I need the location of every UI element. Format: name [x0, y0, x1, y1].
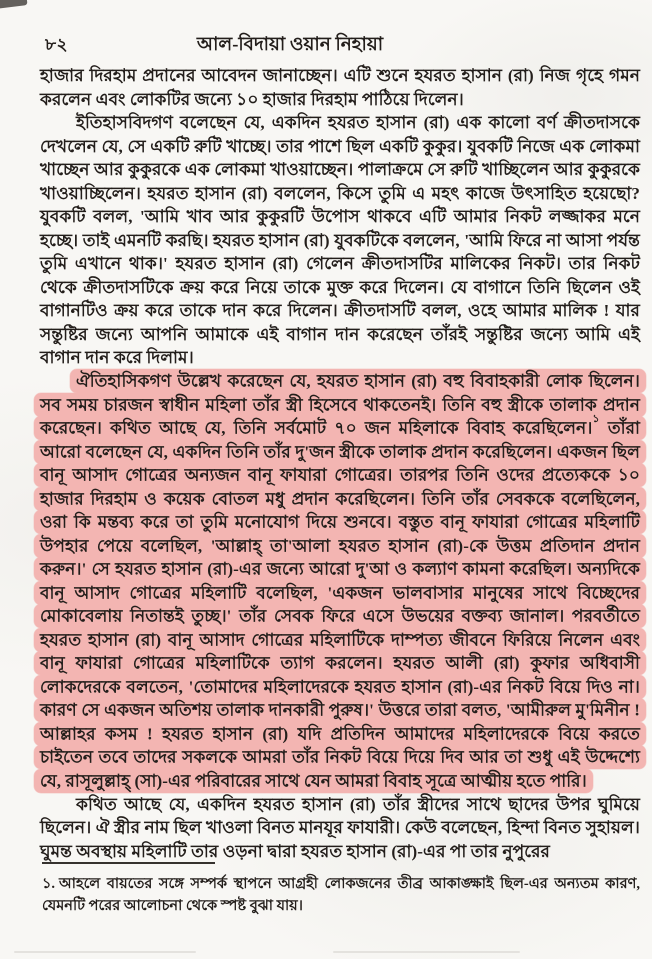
highlighted-text-after-ref: তাঁরা আরো বলেছেন যে, একদিন তিনি তাঁর দু'জন স্ত্রীকে তালাক প্রদান করেছিলেন। একজন ছিল বানূ আসাদ গোত্রের অন্যজন বানূ ফাযারা গোত্রের। তারপর তিনি ওদের প্রত্যেককে ১০ হাজার দিরহাম ও কয়েক বোতল মধু প্রদান করেছিলেন। তিনি তাঁর সেবককে বলেছিলেন, ওরা কি মন্তব্য করে তা তুমি মনোযোগ দিয়ে শুনবে। বস্তুত বানূ ফাযারা গোত্রের মহিলাটি উপহার পেয়ে বলেছিল, 'আল্লাহ্ তা'আলা হযরত হাসান (রা)-কে উত্তম প্রতিদান প্রদান করুন।' সে হযরত হাসান (রা)-এর জন্যে আরো দু'আ ও কল্যাণ কামনা করেছিল। অন্যদিকে বানূ আসাদ গোত্রের মহিলাটি বলেছিল, 'একজন ভালবাসার মানুষের সাথে বিচ্ছেদের মোকাবেলায় নিতান্তই তুচ্ছ।' তাঁর সেবক ফিরে এসে উভয়ের বক্তব্য জানাল। পরবর্তীতে হযরত হাসান (রা) বানূ আসাদ গোত্রের মহিলাটিকে দাম্পত্য জীবনে ফিরিয়ে নিলেন এবং বানূ ফাযারা গোত্রের মহিলাটিকে ত্যাগ করলেন। হযরত আলী (রা) কুফার অধিবাসী লোকদেরকে বলতেন, 'তোমাদের মহিলাদেরকে হযরত হাসান (রা)-এর নিকট বিয়ে দিও না। কারণ সে একজন অতিশয় তালাক দানকারী পুরুষ।' উত্তরে তারা বলত, 'আমীরুল মু'মিনীন ! আল্লাহর কসম ! হযরত হাসান (রা) যদি প্রতিদিন আমাদের মহিলাদেরকে বিয়ে করতে চাইতেন তবে তাদের সকলকে আমরা তাঁর নিকট বিয়ে দিয়ে দিব আর তা শুধু এই উদ্দেশ্যে যে, রাসূলুল্লাহ্ (সা)-এর পরিবারের সাথে যেন আমরা বিবাহ সূত্রে আত্মীয় হতে পারি। — [40, 418, 640, 790]
highlighted-text-before-ref: ঐতিহাসিকগণ উল্লেখ করেছেন যে, হযরত হাসান (রা) বহু বিবাহকারী লোক ছিলেন। সব সময় চারজন স্বাধীন মহিলা তাঁর স্ত্রী হিসেবে থাকতেনই। তিনি বহু স্ত্রীকে তালাক প্রদান করেছেন। কথিত আছে যে, তিনি সর্বমোট ৭০ জন মহিলাকে বিবাহ করেছিলেন। — [40, 371, 640, 438]
footnote-number: ১. — [42, 876, 56, 892]
page-number: ৮২ — [45, 35, 69, 54]
footnote-text: আহলে বায়তের সঙ্গে সম্পর্ক স্থাপনে আগ্রহী লোকজনের তীব্র আকাঙ্ক্ষাই ছিল-এর অন্যতম কারণ, যেমনটি পরের আলোচনা থেকে স্পষ্ট বুঝা যায়। — [42, 876, 640, 914]
scan-artifact-streak — [333, 951, 520, 953]
paragraph-marriages — [40, 370, 640, 793]
scan-artifact-corner — [0, 0, 28, 9]
page-header — [0, 30, 652, 58]
paragraph-continuation: হাজার দিরহাম প্রদানের আবেদন জানাচ্ছেন। এটি শুনে হযরত হাসান (রা) নিজ গৃহে গমন করলেন এবং লোকটির জন্যে ১০ হাজার দিরহাম পাঠিয়ে দিলেন। — [40, 66, 640, 109]
highlighted-passage — [34, 369, 646, 793]
scan-artifact-streak — [14, 951, 196, 953]
page-body — [40, 64, 640, 863]
book-title: আল-বিদায়া ওয়ান নিহায়া — [196, 35, 384, 55]
footnote-reference-mark: ১ — [592, 412, 600, 425]
paragraph-slave-anecdote: ইতিহাসবিদগণ বলেছেন যে, একদিন হযরত হাসান (রা) এক কালো বর্ণ ক্রীতদাসকে দেখলেন যে, সে একটি রুটি খাচ্ছে। তার পাশে ছিল একটি কুকুর। যুবকটি নিজে এক লোকমা খাচ্ছেন আর কুকুরকে এক লোকমা খাওয়াচ্ছেন। পালাক্রমে সে রুটি খাচ্ছিলেন আর কুকুরকে খাওয়াচ্ছিলেন। হযরত হাসান (রা) বললেন, কিসে তুমি এ মহৎ কাজে উৎসাহিত হয়েছো? যুবকটি বলল, 'আমি খাব আর কুকুরটি উপোস থাকবে এটি আমার নিকট লজ্জাকর মনে হচ্ছে। তাই এমনটি করছি। হযরত হাসান (রা) যুবকটিকে বললেন, 'আমি ফিরে না আসা পর্যন্ত তুমি এখানে থাক।' হযরত হাসান (রা) গেলেন ক্রীতদাসটির মালিকের নিকট। তার নিকট থেকে ক্রীতদাসটিকে ক্রয় করে নিয়ে তাকে মুক্ত করে দিলেন। যে বাগানে তিনি ছিলেন ওই বাগানটিও ক্রয় করে তাকে দান করে দিলেন। ক্রীতদাসটি বলল, ওহে আমার মালিক ! যার সন্তুষ্টির জন্যে আপনি আমাকে এই বাগান দান করেছেন তাঁরই সন্তুষ্টির জন্যে আমি এই বাগান দান করে দিলাম। — [40, 113, 641, 367]
footnote — [42, 874, 640, 917]
paragraph-rooftop-anecdote: কথিত আছে যে, একদিন হযরত হাসান (রা) তাঁর স্ত্রীদের সাথে ছাদের উপর ঘুমিয়ে ছিলেন। ঐ স্ত্রীর নাম ছিল খাওলা বিনত মানযূর ফাযারী। কেউ বলেছেন, হিন্দা বিনত সুহায়ল। ঘুমন্ত অবস্থায় মহিলাটি তার ওড়না দ্বারা হযরত হাসান (রা)-এর পা তার নুপুরের — [40, 794, 640, 861]
footnote-separator-rule — [42, 862, 215, 864]
